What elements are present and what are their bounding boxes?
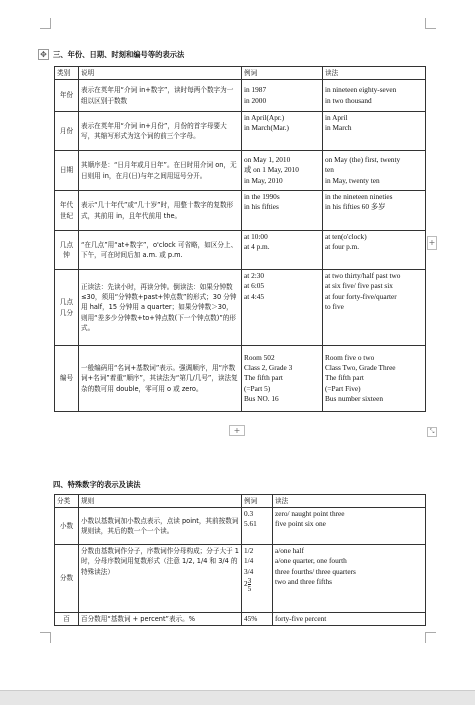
table-row	[55, 80, 426, 112]
description-cell: 百分数用“基数词 + percent”表示。%	[79, 613, 242, 626]
description-cell: 小数以基数词加小数点表示，点读 point，其前按数词规则读，其后的数一个一个读。	[79, 508, 242, 545]
reading-cell: on May (the) first, twenty ten in May, twenty ten	[323, 151, 426, 191]
dates-table	[54, 66, 426, 412]
description-cell: 表示在英年用“介词 in+月份”，月份的首字母要大写，其缩写形式为这个词的前三个字母。	[79, 112, 242, 151]
section-4-title: 四、特殊数字的表示及读法	[53, 480, 141, 489]
example-cell: 0.3 5.61	[242, 508, 273, 545]
table-row	[55, 613, 426, 626]
add-column-button[interactable]: +	[427, 236, 437, 250]
description-cell: “在几点”用“at+数字”，o'clock 可省略，如区分上、下午，可在时间后加 a.m. 或 p.m.	[79, 231, 242, 270]
page-corner-mark	[425, 18, 436, 29]
category-cell: 月份	[55, 112, 79, 151]
table-row	[55, 191, 426, 231]
category-cell: 几点钟	[55, 231, 79, 270]
category-cell: 日期	[55, 151, 79, 191]
description-cell: 其顺序是：“日月年或月日年”。在日时用介词 on，无日则用 in，在月(日)与年之间用逗号分开。	[79, 151, 242, 191]
table-row	[55, 545, 426, 613]
header-cell: 例词	[242, 67, 323, 80]
reading-cell: in the nineteen nineties in his fifties 60 多岁	[323, 191, 426, 231]
reading-cell: in April in March	[323, 112, 426, 151]
table-row	[55, 112, 426, 151]
example-cell: 1/2 1/4 3/4 2 $\frac{3}{5}$	[242, 545, 273, 613]
reading-cell: a/one half a/one quarter, one fourth three fourths/ three quarters two and three fifths	[273, 545, 426, 613]
category-cell: 百	[55, 613, 79, 626]
table-move-handle-icon[interactable]: ✥	[38, 49, 49, 60]
page-corner-mark	[40, 18, 51, 29]
table-header-row	[55, 495, 426, 508]
header-cell: 类别	[55, 67, 79, 80]
header-cell: 读法	[323, 67, 426, 80]
reading-cell: in nineteen eighty-seven in two thousand	[323, 80, 426, 112]
example-cell: at 2:30 at 6:05 at 4:45	[242, 270, 323, 346]
reading-cell: at two thirty/half past two at six five/ five past six at four forty-five/quarter to five	[323, 270, 426, 346]
table-header-row	[55, 67, 426, 80]
add-row-button[interactable]: +	[229, 425, 245, 436]
description-cell: 表示“几十年代”或“几十岁”时，用整十数字的复数形式，其前用 in，且年代前用 the。	[79, 191, 242, 231]
section-3-title: 三、年份、日期、时刻和编号等的表示法	[53, 50, 185, 59]
table-row	[55, 151, 426, 191]
reading-cell: at ten(o'clock) at four p.m.	[323, 231, 426, 270]
category-cell: 分数	[55, 545, 79, 613]
description-cell: 表示在英年用“介词 in+数字”，读时每两个数字为一组以区别于数数	[79, 80, 242, 112]
example-cell: Room 502 Class 2, Grade 3 The fifth part (=Part 5) Bus NO. 16	[242, 346, 323, 412]
example-cell: at 10:00 at 4 p.m.	[242, 231, 323, 270]
table-row	[55, 270, 426, 346]
header-cell: 分类	[55, 495, 79, 508]
page-corner-mark	[425, 632, 436, 643]
reading-cell: zero/ naught point three five point six one	[273, 508, 426, 545]
reading-cell: forty-five percent	[273, 613, 426, 626]
page-bottom-gap	[0, 690, 475, 705]
header-cell: 例词	[242, 495, 273, 508]
table-row	[55, 231, 426, 270]
special-numbers-table	[54, 494, 426, 626]
example-cell: in 1987 in 2000	[242, 80, 323, 112]
description-cell: 分数由基数词作分子，序数词作分母构成；分子大于 1 时，分母序数词用复数形式（注意 1/2, 1/4 和 3/4 的特殊读法）	[79, 545, 242, 613]
reading-cell: Room five o two Class Two, Grade Three The fifth part (=Part Five) Bus number sixteen	[323, 346, 426, 412]
header-cell: 说明	[79, 67, 242, 80]
table-row	[55, 346, 426, 412]
table-row	[55, 508, 426, 545]
category-cell: 年代世纪	[55, 191, 79, 231]
category-cell: 编号	[55, 346, 79, 412]
description-cell: 正读法：先读小时，再读分钟。倒读法：如果分钟数≤30，须用“分钟数+past+钟点数”的形式；30 分钟用 half，15 分钟用 a quarter；如果分钟数＞30，则用“差多少分钟数+to+钟点数(下一个钟点数)”的形式。	[79, 270, 242, 346]
category-cell: 年份	[55, 80, 79, 112]
header-cell: 读法	[273, 495, 426, 508]
table-resize-handle-icon[interactable]: ⤡	[427, 427, 437, 437]
example-cell: in April(Apr.) in March(Mar.)	[242, 112, 323, 151]
mixed-fraction: 2 $\frac{3}{5}$	[244, 575, 252, 593]
description-cell: 一般编码用“名词+基数词”表示。强调顺序，用“序数词+名词”着重“顺序”，其读法为“第几/几号”，读法复杂的数可用 double，零可用 o 或 zero。	[79, 346, 242, 412]
category-cell: 小数	[55, 508, 79, 545]
example-cell: 45%	[242, 613, 273, 626]
example-cell: on May 1, 2010 或 on 1 May, 2010 in May, 2010	[242, 151, 323, 191]
example-cell: in the 1990s in his fifties	[242, 191, 323, 231]
category-cell: 几点几分	[55, 270, 79, 346]
header-cell: 规则	[79, 495, 242, 508]
page-corner-mark	[40, 632, 51, 643]
